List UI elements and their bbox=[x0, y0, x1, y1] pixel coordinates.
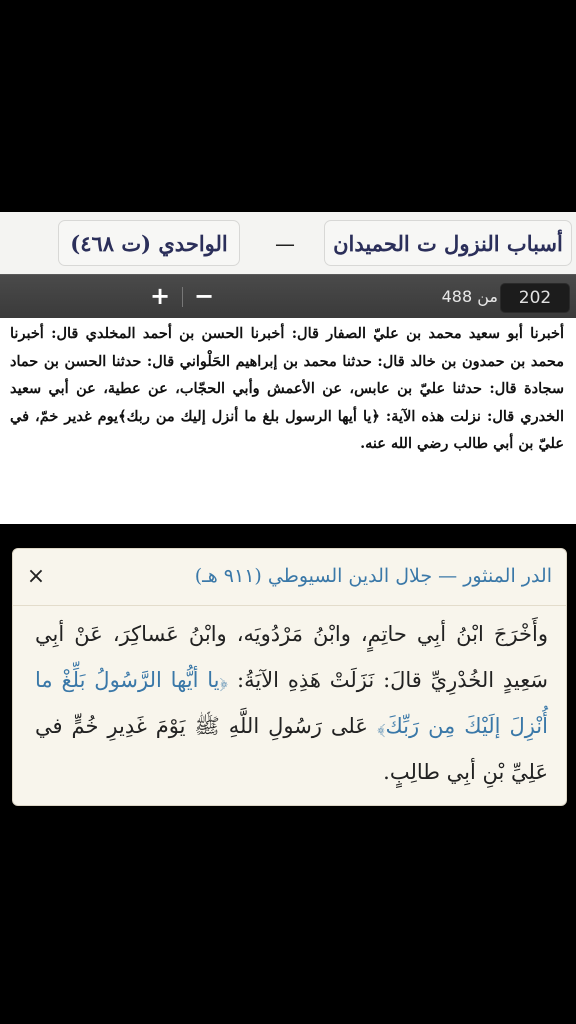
book-title: أسباب النزول ت الحميدان bbox=[333, 230, 563, 256]
total-pages-label: من 488 bbox=[441, 287, 498, 306]
title-separator: — bbox=[275, 232, 295, 256]
popup-header bbox=[13, 549, 566, 606]
zoom-out-button[interactable]: − bbox=[193, 282, 215, 310]
popup-title: الدر المنثور — جلال الدين السيوطي (٩١١ هـ) bbox=[194, 565, 552, 587]
quran-verse: ﴿يا أيُّها الرَّسُولُ بَلِّغْ ما أُنْزِلَ إلَيْكَ مِن رَبِّكَ﴾ bbox=[35, 668, 548, 738]
page-number-input[interactable]: 202 bbox=[500, 283, 570, 313]
commentary-popup bbox=[12, 548, 567, 806]
book-page bbox=[0, 318, 576, 524]
author-button[interactable] bbox=[58, 220, 240, 266]
book-title-button[interactable] bbox=[324, 220, 572, 266]
popup-body bbox=[35, 611, 548, 795]
reader-toolbar bbox=[0, 274, 576, 319]
author-name: الواحدي (ت ٤٦٨) bbox=[70, 230, 228, 256]
popup-text-after: عَلى رَسُولِ اللَّهِ ﷺ يَوْمَ غَدِيرِ خُمٍّ في عَلِيِّ بْنِ أبِي طالِبٍ. bbox=[35, 714, 548, 784]
zoom-in-button[interactable]: + bbox=[149, 282, 171, 310]
popup-text-before: وأَخْرَجَ ابْنُ أبِي حاتِمٍ، وابْنُ مَرْدُويَه، وابْنُ عَساكِرَ، عَنْ أبِي سَعِيدٍ الخُدْرِيِّ قالَ: نَزَلَتْ هَذِهِ الآيَةُ: bbox=[35, 622, 548, 692]
book-header bbox=[0, 212, 576, 274]
page-body-text: أخبرنا أبو سعيد محمد بن عليّ الصفار قال: أخبرنا الحسن بن أحمد المخلدي قال: أخبرنا محمد بن حمدون بن خالد قال: حدثنا محمد بن إبراهيم الحَلْواني قال: حدثنا الحسن بن حماد سجادة قال: حدثنا عليّ بن عابس، عن الأعمش وأبي الحجّاب، عن عطية، عن أبي سعيد الخدري قال: نزلت هذه الآية: ﴿يا أيها الرسول بلغ ما أنزل إليك من ربك﴾يوم غدير خمّ، في عليّ بن أبي طالب رضي الله عنه. bbox=[10, 325, 564, 452]
toolbar-divider bbox=[182, 287, 183, 307]
close-icon[interactable]: × bbox=[26, 563, 46, 589]
